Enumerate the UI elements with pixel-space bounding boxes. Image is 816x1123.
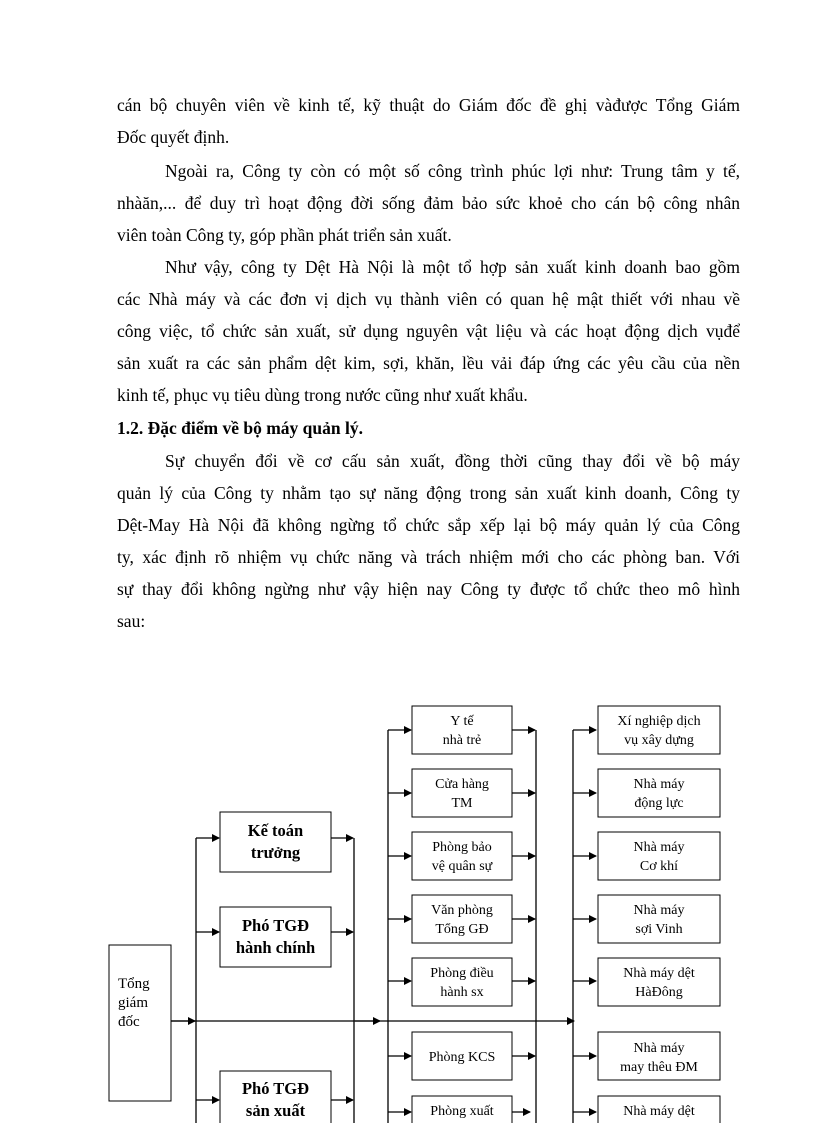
node-label: sợi Vinh <box>635 922 683 937</box>
text-line: sau: <box>117 611 146 631</box>
chart-node-nha-may-co-khi <box>598 832 720 880</box>
chart-node-pho-tgd-san-xuat <box>220 1071 331 1123</box>
node-label: sản xuất <box>245 1101 306 1120</box>
node-label: Nhà máy dệt <box>623 1104 695 1119</box>
chart-node-nha-may-soi-vinh <box>598 895 720 943</box>
node-label: hành chính <box>235 938 316 957</box>
node-label: đốc <box>118 1014 140 1030</box>
node-label: động lực <box>634 796 684 811</box>
text-line: quản lý của Công ty nhằm tạo sự năng động trong sản xuất kinh doanh, Công ty <box>117 483 740 503</box>
chart-node-phong-kcs <box>412 1032 512 1080</box>
node-label: Phó TGĐ <box>241 916 310 935</box>
chart-node-ke-toan-truong <box>220 812 331 872</box>
node-label: may thêu ĐM <box>620 1060 698 1075</box>
node-label: Nhà máy <box>633 840 685 855</box>
chart-node-nha-may-dong-luc <box>598 769 720 817</box>
node-label: Phòng xuất <box>430 1104 494 1119</box>
node-label: Y tế <box>450 714 474 729</box>
node-label: Kế toán <box>247 821 304 840</box>
chart-node-van-phong-tgd <box>412 895 512 943</box>
chart-node-phong-dieu-hanh <box>412 958 512 1006</box>
node-label: hành sx <box>440 985 484 1000</box>
node-label: TM <box>451 796 473 811</box>
chart-node-pho-tgd-hanh-chinh <box>220 907 331 967</box>
node-label: Nhà máy <box>633 903 685 918</box>
node-label: Tổng <box>118 976 150 992</box>
chart-node-nha-may-det <box>598 1096 720 1123</box>
node-label: giám <box>118 995 148 1011</box>
chart-node-y-te-nha-tre <box>412 706 512 754</box>
chart-node-phong-bao-ve <box>412 832 512 880</box>
node-label: trưởng <box>250 843 301 862</box>
text-line: công việc, tổ chức sản xuất, sử dụng nguyên vật liệu và các hoạt động dịch vụđể <box>117 321 740 341</box>
text-line: Sự chuyển đổi về cơ cấu sản xuất, đồng thời cũng thay đổi về bộ máy <box>165 451 740 471</box>
node-label: Nhà máy <box>633 1041 685 1056</box>
text-line: nhàăn,... để duy trì hoạt động đời sống đảm bảo sức khoẻ cho cán bộ công nhân <box>117 193 740 213</box>
node-label: Phòng bảo <box>432 840 492 855</box>
text-line: Ngoài ra, Công ty còn có một số công trình phúc lợi như: Trung tâm y tế, <box>165 161 740 181</box>
chart-node-nha-may-det-ha-dong <box>598 958 720 1006</box>
chart-node-root <box>109 945 171 1101</box>
node-label: Phòng điều <box>430 966 494 981</box>
node-label: Phòng KCS <box>428 1050 496 1065</box>
node-label: vụ xây dựng <box>624 733 694 748</box>
node-label: Xí nghiệp dịch <box>617 714 701 729</box>
section-heading: 1.2. Đặc điểm về bộ máy quản lý. <box>117 418 363 438</box>
node-label: Tổng GĐ <box>435 922 489 937</box>
text-line: sự thay đổi không ngừng như vậy hiện nay Công ty được tổ chức theo mô hình <box>117 579 740 599</box>
text-line: cán bộ chuyên viên về kinh tế, kỹ thuật do Giám đốc đề ghị vàđược Tổng Giám <box>117 95 740 115</box>
text-line: viên toàn Công ty, góp phần phát triển sản xuất. <box>117 225 452 245</box>
chart-node-phong-xuat <box>412 1096 512 1123</box>
node-label: Cửa hàng <box>435 777 489 792</box>
node-label: HàĐông <box>635 985 683 1000</box>
text-line: Như vậy, công ty Dệt Hà Nội là một tổ hợp sản xuất kinh doanh bao gồm <box>165 257 740 277</box>
chart-node-xi-nghiep-dich-vu <box>598 706 720 754</box>
text-line: ty, xác định rõ nhiệm vụ chức năng và trách nhiệm mới cho các phòng ban. Với <box>117 547 740 567</box>
chart-node-cua-hang-tm <box>412 769 512 817</box>
node-label: Phó TGĐ <box>241 1079 310 1098</box>
node-label: Văn phòng <box>431 903 493 918</box>
text-line: Đốc quyết định. <box>117 127 230 147</box>
chart-node-nha-may-may-theu <box>598 1032 720 1080</box>
text-line: kinh tế, phục vụ tiêu dùng trong nước cũng như xuất khẩu. <box>117 385 528 405</box>
text-line: các Nhà máy và các đơn vị dịch vụ thành viên có quan hệ mật thiết với nhau về <box>117 289 740 309</box>
node-label: Nhà máy dệt <box>623 966 695 981</box>
node-label: nhà trẻ <box>442 733 482 748</box>
text-line: sản xuất ra các sản phẩm dệt kim, sợi, khăn, lều vải đáp ứng các yêu cầu của nền <box>117 353 740 373</box>
node-label: Nhà máy <box>633 777 685 792</box>
node-label: vệ quân sự <box>431 859 493 874</box>
text-line: Dệt-May Hà Nội đã không ngừng tổ chức sắp xếp lại bộ máy quản lý của Công <box>117 515 740 535</box>
node-label: Cơ khí <box>639 859 679 874</box>
